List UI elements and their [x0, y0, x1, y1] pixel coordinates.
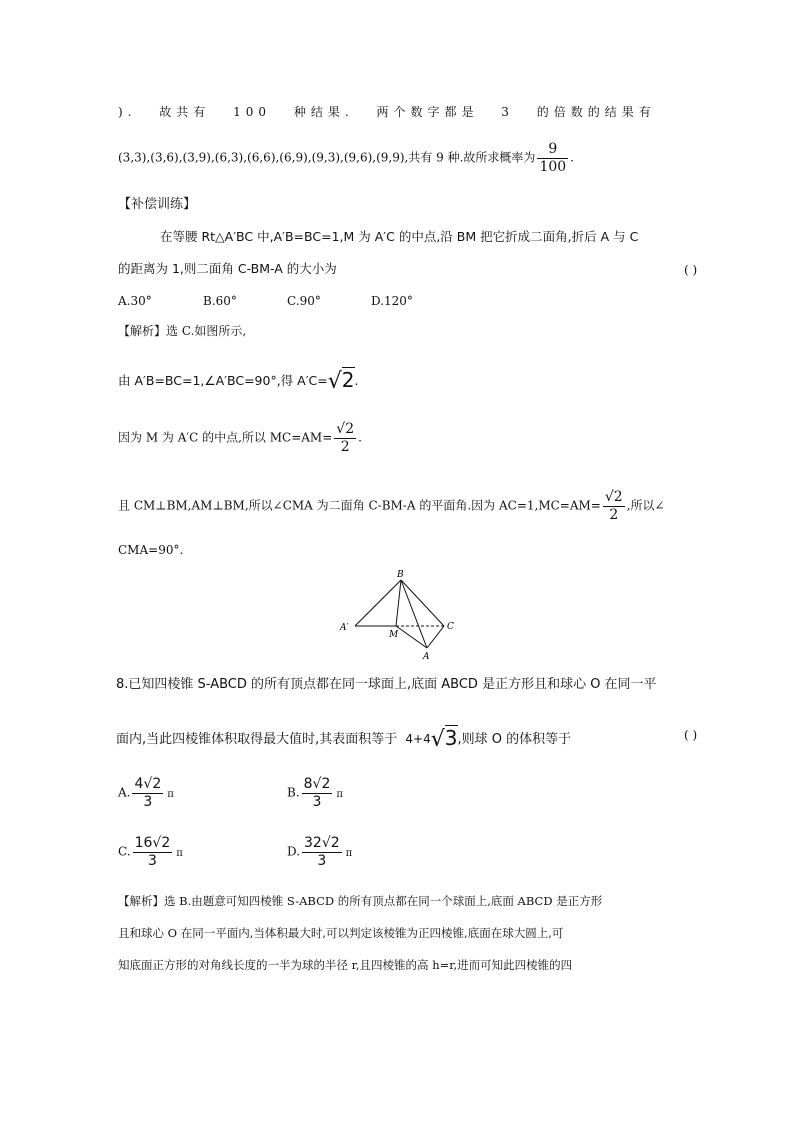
solution1-line5: CMA=90°. [118, 543, 184, 557]
option-fraction [302, 836, 342, 868]
sqrt-radicand: 3 [444, 726, 458, 750]
fraction-numerator: 4√2 [134, 776, 162, 792]
problem2-line1: 8.已知四棱锥 S-ABCD 的所有顶点都在同一球面上,底面 ABCD 是正方形且和球心 O 在同一平 [116, 677, 657, 692]
fraction-numerator: 32√2 [304, 835, 340, 851]
fraction-denominator: 2 [340, 438, 350, 455]
solution1-line3-text: 因为 M 为 A′C 的中点,所以 MC=AM= [118, 430, 333, 445]
solution1-line4-text: 且 CM⊥BM,AM⊥BM,所以∠CMA 为二面角 C-BM-A 的平面角.因为 AC=1,MC=AM= [118, 498, 601, 513]
option-fraction [302, 777, 333, 809]
option-fraction [133, 836, 173, 868]
solution2-line3: 知底面正方形的对角线长度的一半为球的半径 r,且四棱锥的高 h=r,进而可知此四棱锥的四 [118, 958, 573, 972]
solution1-line2-text: 由 A′B=BC=1,∠A′BC=90°,得 A′C= [118, 373, 328, 388]
label-b: B [397, 570, 404, 580]
mc-fraction [334, 422, 356, 454]
option-a-2 [118, 777, 174, 809]
text-line-2 [118, 142, 574, 174]
option-b: B.60° [203, 294, 237, 308]
label-m: M [389, 630, 399, 640]
pi-symbol: π [176, 847, 183, 859]
solution2-line1: 【解析】选 B.由题意可知四棱锥 S-ABCD 的所有顶点都在同一个球面上,底面 ABCD 是正方形 [118, 894, 603, 908]
line-end: ,所以∠ [626, 498, 665, 513]
option-label: B. [287, 785, 300, 800]
fraction-denominator: 100 [539, 158, 567, 175]
option-c: C.90° [287, 294, 321, 308]
edge-b-c [401, 580, 444, 626]
problem1-line2: 的距离为 1,则二面角 C-BM-A 的大小为 [118, 261, 337, 276]
fraction-numerator: 9 [537, 142, 568, 159]
option-b-2 [287, 777, 343, 809]
solution1-line2 [118, 368, 359, 394]
sqrt-symbol: √ [327, 369, 342, 394]
pi-symbol: π [345, 847, 353, 859]
label-a-prime: A′ [340, 623, 349, 633]
line-end: . [570, 150, 574, 165]
label-a: A [423, 652, 430, 662]
option-c-2 [118, 836, 183, 868]
option-d: D.120° [371, 294, 413, 308]
fraction-denominator: 3 [317, 852, 327, 869]
option-label: C. [118, 844, 131, 859]
mc-fraction-2 [603, 490, 625, 522]
problem2-line2-end: ,则球 O 的体积等于 [457, 732, 572, 747]
fraction-numerator: 16√2 [134, 835, 171, 851]
solution2-line2: 且和球心 O 在同一平面内,当体积最大时,可以判定该棱锥为正四棱锥,底面在球大圆上,可 [118, 926, 564, 940]
option-a: A.30° [118, 294, 152, 308]
sqrt-radicand: 2 [341, 368, 355, 392]
solution1-line4 [118, 490, 665, 522]
edge-aprime-b [355, 580, 401, 626]
fraction-denominator: 3 [143, 793, 153, 810]
fraction-denominator: 3 [312, 793, 322, 810]
outcome-list: (3,3),(3,6),(3,9),(6,3),(6,6),(6,9),(9,3),(9,6),(9,9),共有 9 种.故所求概率为 [118, 150, 536, 165]
pi-symbol: π [167, 788, 174, 800]
option-label: A. [118, 785, 131, 800]
problem2-line2 [116, 726, 572, 752]
sqrt-symbol: √ [430, 727, 445, 752]
probability-fraction [537, 142, 568, 174]
fraction-denominator: 2 [609, 506, 619, 523]
fraction-numerator: √2 [604, 489, 623, 505]
line-end: . [358, 430, 362, 445]
solution1-line3 [118, 422, 362, 454]
fraction-numerator: 8√2 [303, 776, 331, 792]
edge-b-m [396, 580, 401, 626]
fraction-denominator: 3 [147, 852, 157, 869]
pi-symbol: π [336, 788, 343, 800]
option-d-2 [287, 836, 352, 868]
line-end: . [354, 373, 359, 388]
edge-a-c [427, 626, 444, 648]
problem2-line2-text: 面内,当此四棱锥体积取得最大值时,其表面积等于 [116, 732, 398, 747]
edge-b-a [401, 580, 427, 648]
answer-blank: ( ) [684, 263, 698, 277]
option-fraction [132, 777, 163, 809]
section-title: 【补偿训练】 [118, 197, 197, 212]
problem1-line1: 在等腰 Rt△A′BC 中,A′B=BC=1,M 为 A′C 的中点,沿 BM 把它折成二面角,折后 A 与 C [160, 229, 639, 244]
solution1-line1: 【解析】选 C.如图所示, [118, 324, 247, 338]
surface-area-expr: 4+4 [405, 732, 431, 746]
label-c: C [447, 622, 454, 632]
answer-blank-2: ( ) [684, 728, 698, 742]
option-label: D. [287, 844, 301, 859]
text-line-1: ). 故共有 100 种结果. 两个数字都是 3 的倍数的结果有 [118, 105, 656, 119]
fraction-numerator: √2 [336, 421, 355, 437]
fold-figure [330, 566, 470, 666]
